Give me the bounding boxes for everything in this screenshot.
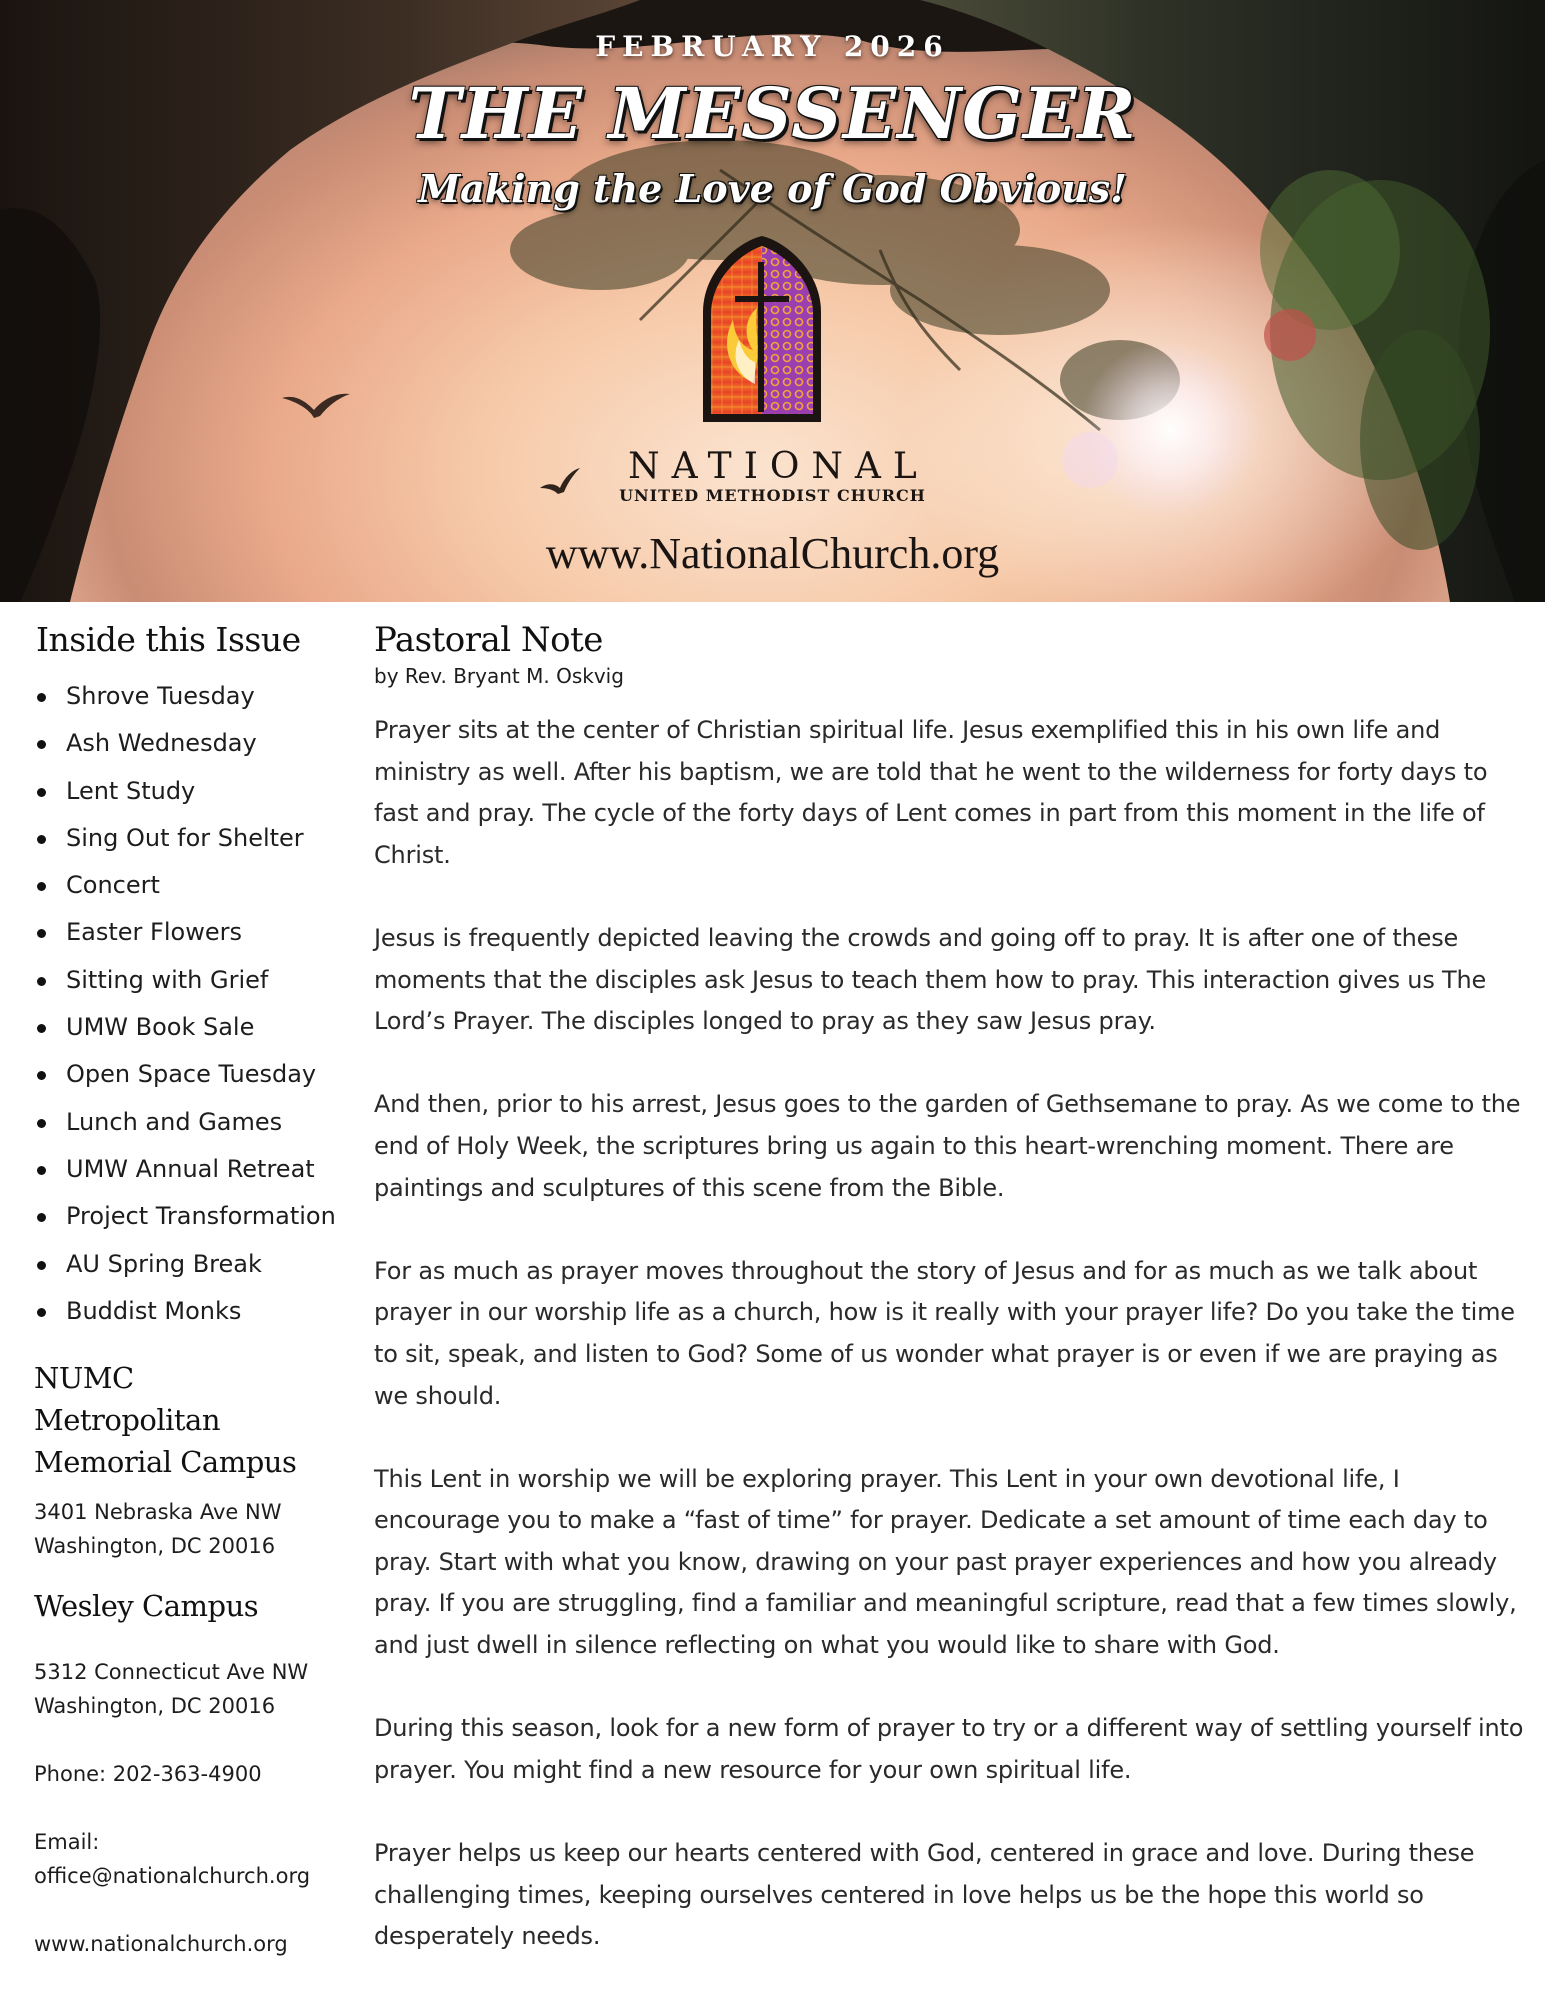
campus-title-metropolitan — [34, 1357, 354, 1483]
pastoral-note-article — [374, 620, 1524, 1999]
header-website-link[interactable]: www.NationalChurch.org — [545, 529, 1000, 578]
church-subtitle: UNITED METHODIST CHURCH — [619, 486, 926, 505]
issue-date: FEBRUARY 2026 — [595, 30, 950, 63]
list-item: Lunch and Games — [34, 1099, 354, 1146]
campus-title-line: NUMC — [34, 1361, 134, 1396]
list-item: AU Spring Break — [34, 1241, 354, 1288]
church-logo-icon — [697, 232, 827, 426]
article-body — [374, 710, 1524, 1958]
article-paragraph: Prayer sits at the center of Christian spiritual life. Jesus exemplified this in his own life and ministry as well. After his baptism, we are told that he went to the wilderness for forty days to fast and pray. The cycle of the forty days of Lent comes in part from this moment in the life of Christ. — [374, 716, 1488, 869]
list-item: Concert — [34, 862, 354, 909]
article-paragraph: For as much as prayer moves throughout the story of Jesus and for as much as we talk about prayer in our worship life as a church, how is it really with your prayer life? Do you take the time to sit, speak, and listen to God? Some of us wonder what prayer is or even if we are praying as we should. — [374, 1256, 1515, 1410]
list-item: Buddist Monks — [34, 1288, 354, 1335]
article-paragraph: During this season, look for a new form of prayer to try or a different way of settling yourself into prayer. You might find a new resource for your own spiritual life. — [374, 1714, 1524, 1784]
list-item: Sing Out for Shelter — [34, 815, 354, 862]
newsletter-header — [0, 0, 1545, 602]
website-link[interactable]: www.nationalchurch.org — [34, 1932, 288, 1957]
list-item: Lent Study — [34, 768, 354, 815]
address-line: 5312 Connecticut Ave NW — [34, 1660, 309, 1685]
campus-title-line: Metropolitan — [34, 1403, 221, 1438]
issue-contents-list — [34, 673, 354, 1335]
campus-address-metropolitan — [34, 1495, 354, 1563]
campus-title-line: Memorial Campus — [34, 1445, 297, 1480]
address-line: 3401 Nebraska Ave NW — [34, 1500, 282, 1525]
address-line: Washington, DC 20016 — [34, 1694, 276, 1719]
newsletter-title: THE MESSENGER — [408, 72, 1137, 155]
list-item: Project Transformation — [34, 1193, 354, 1240]
article-byline: by Rev. Bryant M. Oskvig — [374, 664, 624, 688]
article-paragraph: And then, prior to his arrest, Jesus goes to the garden of Gethsemane to pray. As we come to the end of Holy Week, the scriptures bring us again to this heart-wrenching moment. There are paintings and sculptures of this scene from the Bible. — [374, 1090, 1521, 1202]
list-item: Shrove Tuesday — [34, 673, 354, 720]
phone-number[interactable]: Phone: 202-363-4900 — [34, 1762, 262, 1787]
list-item: UMW Annual Retreat — [34, 1146, 354, 1193]
church-name: NATIONAL — [628, 446, 929, 487]
list-item: Easter Flowers — [34, 909, 354, 956]
article-paragraph: Jesus is frequently depicted leaving the crowds and going off to pray. It is after one of these moments that the disciples ask Jesus to teach them how to pray. This interaction gives us The Lord’s Prayer. The disciples longed to pray as they saw Jesus pray. — [374, 923, 1487, 1036]
email-label: Email: — [34, 1830, 100, 1855]
list-item: UMW Book Sale — [34, 1004, 354, 1051]
newsletter-tagline: Making the Love of God Obvious! — [418, 166, 1127, 211]
inside-issue-heading: Inside this Issue — [36, 620, 301, 659]
campus-address-wesley — [34, 1655, 354, 1723]
sidebar — [34, 620, 354, 1961]
address-line: Washington, DC 20016 — [34, 1534, 276, 1559]
article-paragraph: This Lent in worship we will be exploring prayer. This Lent in your own devotional life, I encourage you to make a “fast of time” for prayer. Dedicate a set amount of time each day to pray. Start with what you know, drawing on your past prayer experiences and how you already pray. If you are struggling, find a familiar and meaningful scripture, read that a few times slowly, and just dwell in silence reflecting on what you would like to share with God. — [374, 1464, 1517, 1660]
list-item: Sitting with Grief — [34, 957, 354, 1004]
bird-icon — [280, 388, 352, 424]
article-paragraph: Prayer helps us keep our hearts centered with God, centered in grace and love. During these challenging times, keeping ourselves centered in love helps us be the hope this world so desperately needs. — [374, 1839, 1475, 1951]
email-link[interactable]: office@nationalchurch.org — [34, 1864, 311, 1889]
article-title: Pastoral Note — [374, 620, 603, 660]
campus-title-wesley: Wesley Campus — [34, 1589, 259, 1624]
list-item: Ash Wednesday — [34, 720, 354, 767]
list-item: Open Space Tuesday — [34, 1051, 354, 1098]
